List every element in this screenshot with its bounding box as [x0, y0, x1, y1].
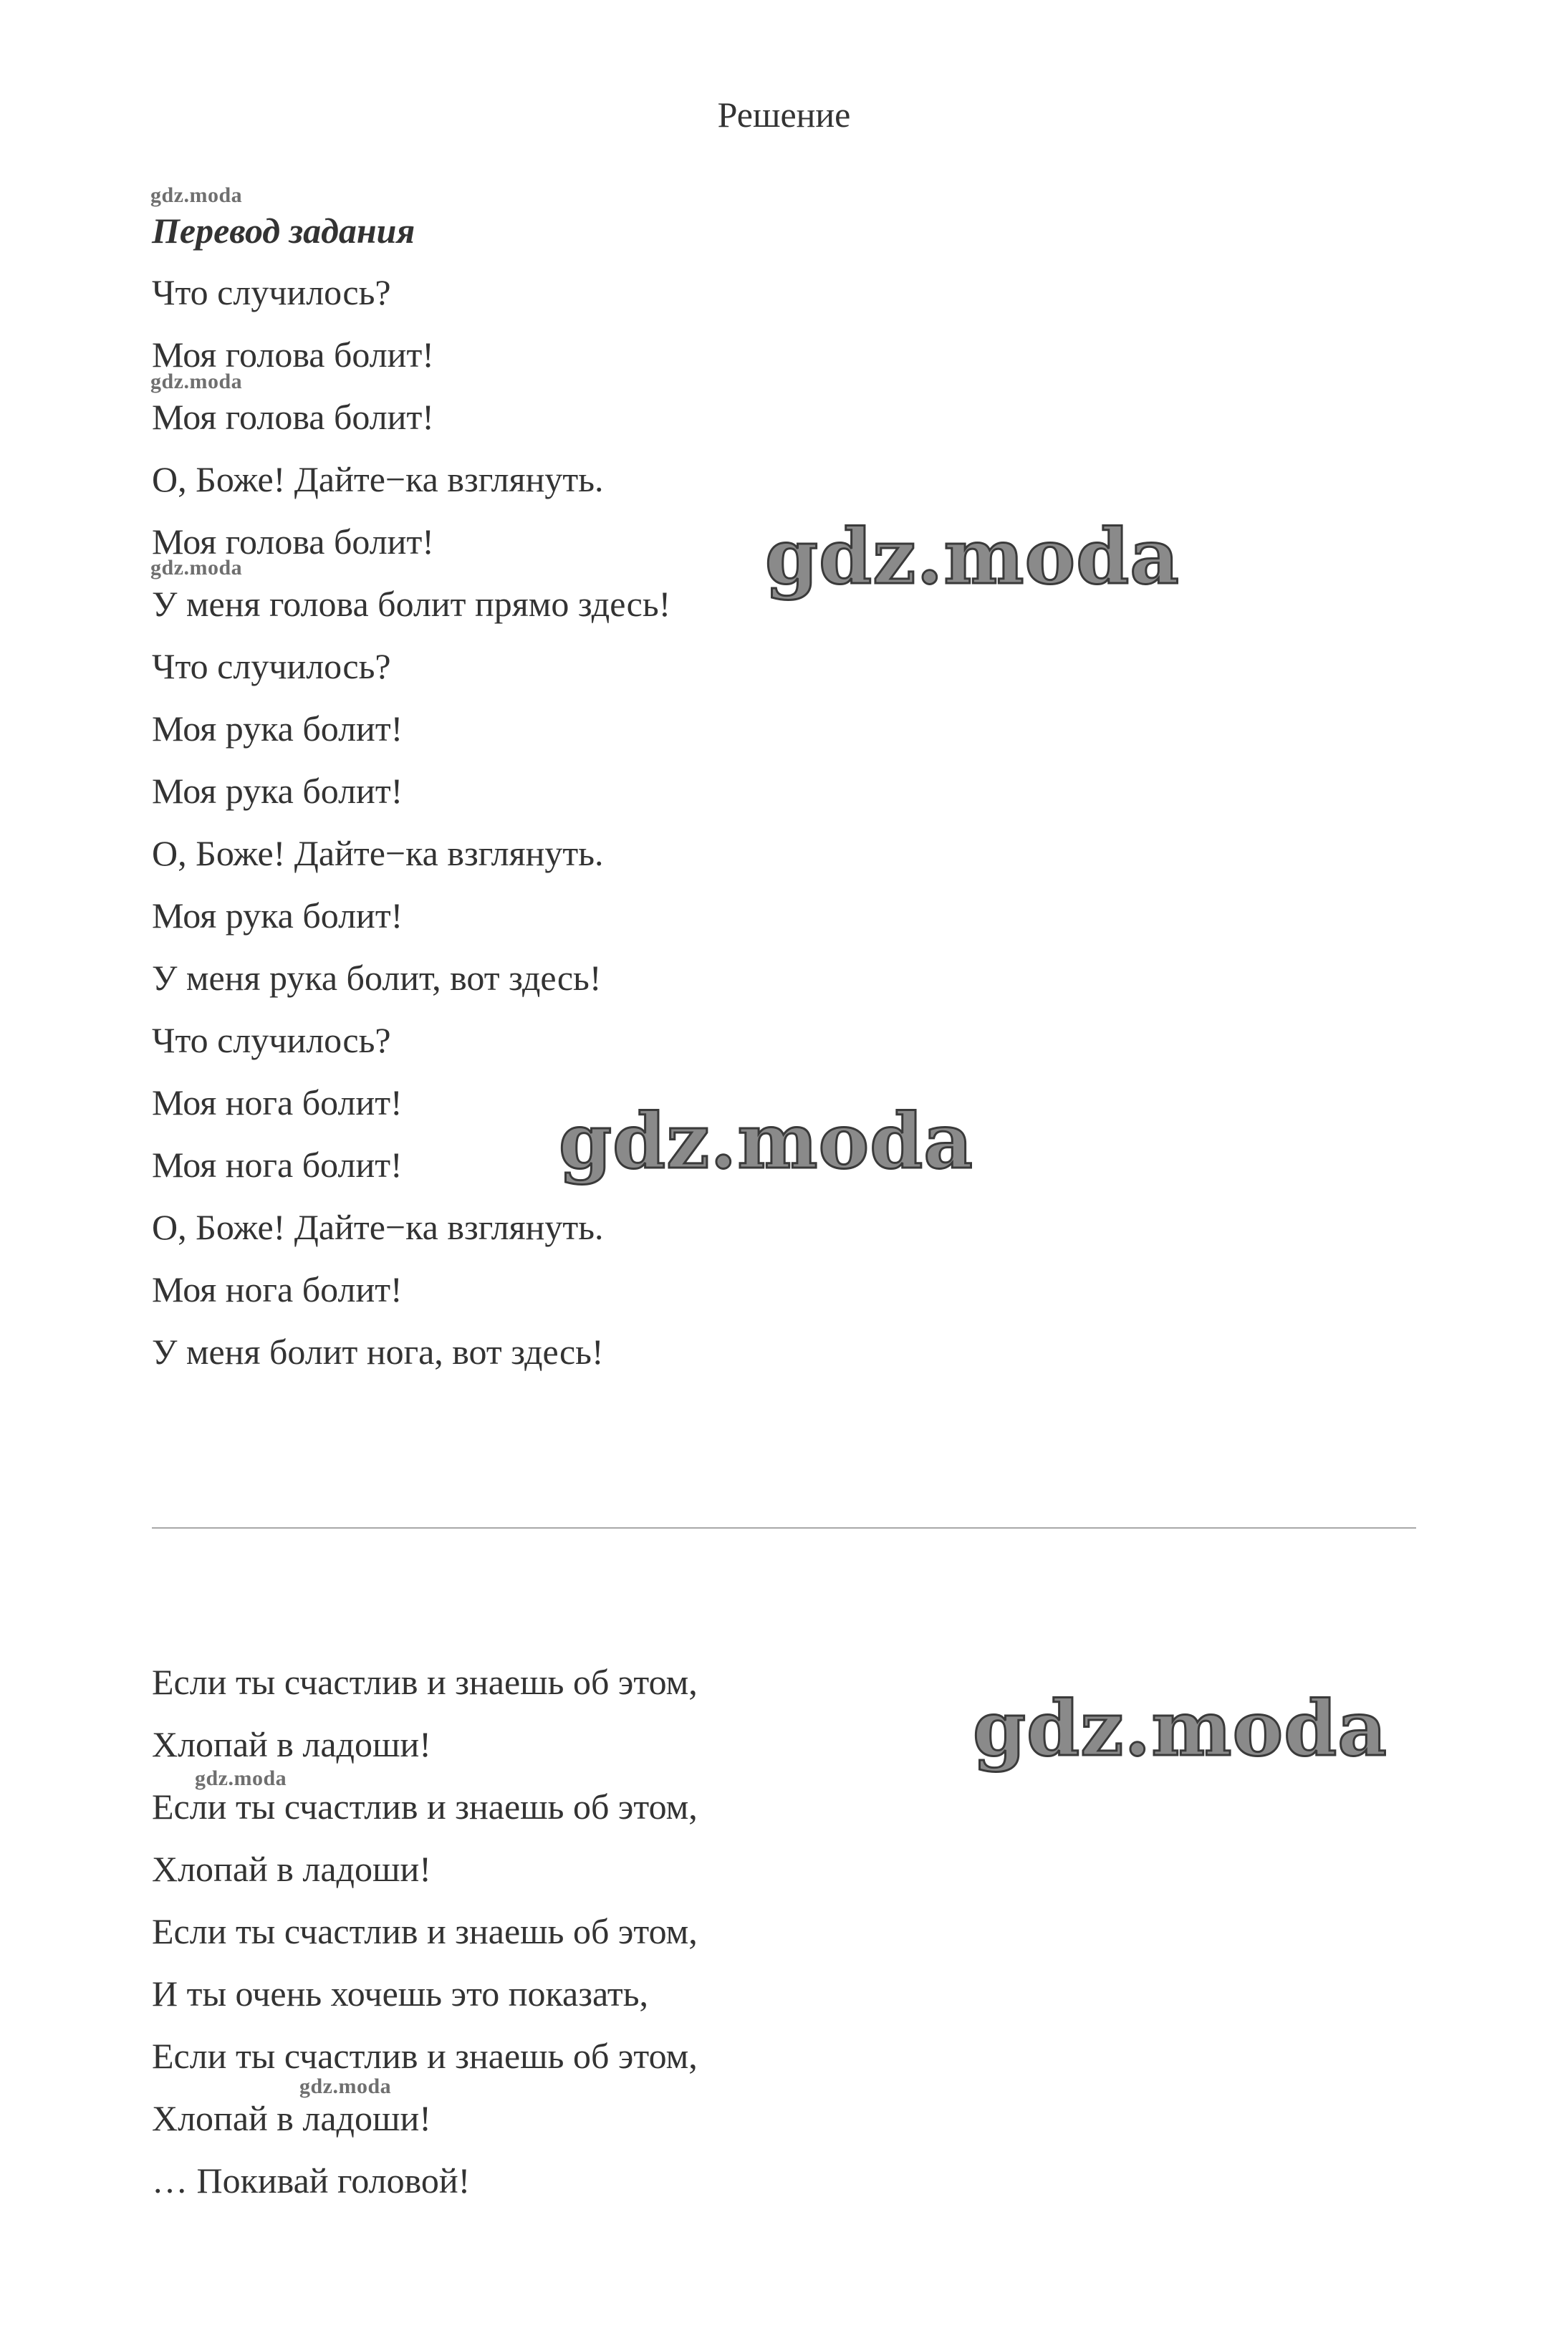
- translation-section: [152, 201, 1427, 1383]
- text-line: Что случилось?: [152, 272, 391, 312]
- watermark-small: gdz.moda: [299, 2074, 392, 2098]
- text-line: О, Боже! Дайте−ка взглянуть.: [152, 459, 604, 499]
- text-line: Моя голова болит!: [152, 397, 434, 437]
- text-line: У меня рука болит, вот здесь!: [152, 958, 602, 998]
- song-line: Если ты счастлив и знаешь об этом,: [152, 1787, 698, 1827]
- text-line: Что случилось?: [152, 646, 391, 686]
- watermark-large: gdz.moda: [559, 1096, 973, 1186]
- text-line: Моя рука болит!: [152, 708, 403, 749]
- text-line: Моя рука болит!: [152, 771, 403, 811]
- watermark-small: gdz.moda: [150, 183, 243, 207]
- text-line: Что случилось?: [152, 1020, 391, 1060]
- text-line: Моя нога болит!: [152, 1082, 403, 1122]
- watermark-large: gdz.moda: [973, 1683, 1387, 1773]
- text-line: У меня голова болит прямо здесь!: [152, 584, 671, 624]
- text-line: У меня болит нога, вот здесь!: [152, 1332, 604, 1372]
- text-line: О, Боже! Дайте−ка взглянуть.: [152, 1207, 604, 1247]
- section-divider: [152, 1527, 1416, 1529]
- song-line: Хлопай в ладоши!: [152, 2098, 431, 2138]
- text-line: Моя рука болит!: [152, 895, 403, 936]
- song-line: … Покивай головой!: [152, 2160, 471, 2201]
- text-line: Моя нога болит!: [152, 1269, 403, 1309]
- text-line: Моя нога болит!: [152, 1145, 403, 1185]
- translation-title: Перевод задания: [152, 211, 415, 251]
- watermark-small: gdz.moda: [150, 556, 243, 580]
- song-line: Хлопай в ладоши!: [152, 1724, 431, 1764]
- page-heading: Решение: [717, 95, 851, 135]
- text-line: О, Боже! Дайте−ка взглянуть.: [152, 833, 604, 873]
- song-line: Хлопай в ладоши!: [152, 1849, 431, 1889]
- watermark-small: gdz.moda: [195, 1766, 287, 1790]
- song-line: Если ты счастлив и знаешь об этом,: [152, 2036, 698, 2076]
- text-line: Моя голова болит!: [152, 521, 434, 562]
- song-line: И ты очень хочешь это показать,: [152, 1973, 649, 2014]
- text-line: Моя голова болит!: [152, 335, 434, 375]
- watermark-small: gdz.moda: [150, 370, 243, 393]
- watermark-large: gdz.moda: [765, 511, 1180, 601]
- song-line: Если ты счастлив и знаешь об этом,: [152, 1911, 698, 1951]
- song-line: Если ты счастлив и знаешь об этом,: [152, 1662, 698, 1702]
